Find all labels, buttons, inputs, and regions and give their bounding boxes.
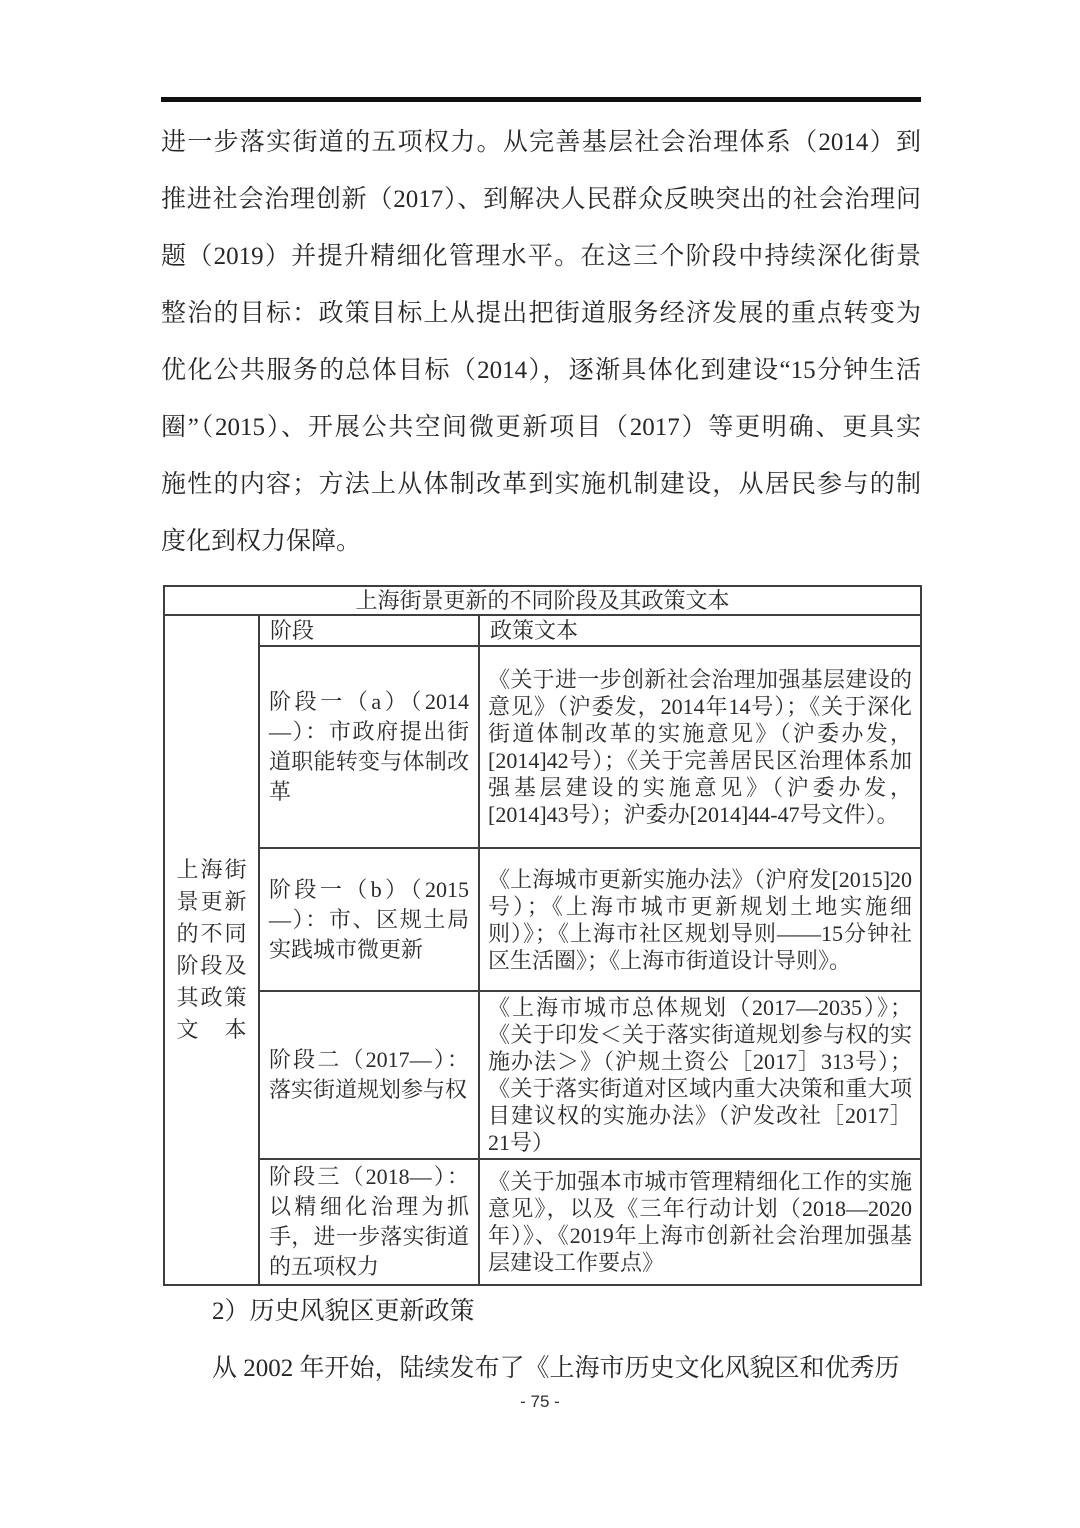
table-row (164, 646, 921, 848)
phase-cell: 阶段一（a）（2014—）：市政府提出街道职能转变与体制改革 (259, 646, 479, 848)
policy-cell: 《关于进一步创新社会治理加强基层建设的意见》（沪委发，2014年14号）；《关于深化街道体制改革的实施意见》（沪委办发，[2014]42号）；《关于完善居民区治理体系加强基层建设的实施意见》（沪委办发，[2014]43号）；沪委办[2014]44-47号文件）。 (479, 646, 921, 848)
paragraph-line: 进一步落实街道的五项权力。从完善基层社会治理体系（2014）到 (161, 129, 921, 156)
side-label-line: 阶段及 (176, 953, 247, 978)
side-label-line: 景更新 (176, 889, 247, 914)
table-row (164, 1159, 921, 1285)
table-side-label-cell (164, 615, 259, 1285)
policy-cell: 《上海市城市总体规划（2017—2035）》；《关于印发＜关于落实街道规划参与权的实施办法＞》（沪规土资公［2017］313号）；《关于落实街道对区域内重大决策和重大项目建议权的实施办法》（沪发改社［2017］21号） (479, 991, 921, 1159)
paragraph-line: 推进社会治理创新（2017）、到解决人民群众反映突出的社会治理问 (161, 186, 921, 213)
paragraph-line: 圈”（2015）、开展公共空间微更新项目（2017）等更明确、更具实 (161, 414, 921, 441)
side-label-line: 的不同 (176, 921, 247, 946)
paragraph-line: 题（2019）并提升精细化管理水平。在这三个阶段中持续深化街景 (161, 243, 921, 270)
side-label-line: 其政策 (176, 985, 247, 1010)
paragraph-line: 施性的内容；方法上从体制改革到实施机制建设，从居民参与的制 (161, 471, 921, 498)
body-paragraph (161, 114, 921, 570)
column-header-policy: 政策文本 (479, 615, 921, 646)
table-row (164, 848, 921, 991)
table-title-row (164, 586, 921, 615)
table-title: 上海街景更新的不同阶段及其政策文本 (164, 586, 921, 615)
policy-table-container (163, 585, 922, 1286)
section-paragraph-line: 从 2002 年开始，陆续发布了《上海市历史文化风貌区和优秀历 (212, 1355, 900, 1382)
column-header-phase: 阶段 (259, 615, 479, 646)
paragraph-line: 整治的目标：政策目标上从提出把街道服务经济发展的重点转变为 (161, 300, 921, 327)
phase-cell: 阶段一（b）（2015—）：市、区规土局实践城市微更新 (259, 848, 479, 991)
policy-cell: 《上海城市更新实施办法》（沪府发[2015]20号）；《上海市城市更新规划土地实施细则）》；《上海市社区规划导则——15分钟社区生活圈》；《上海市街道设计导则》。 (479, 848, 921, 991)
side-label-line: 文本 (176, 1017, 247, 1042)
table-side-label (177, 854, 247, 1046)
paragraph-line: 优化公共服务的总体目标（2014），逐渐具体化到建设“15分钟生活 (161, 357, 921, 384)
phase-cell: 阶段二（2017—）：落实街道规划参与权 (259, 991, 479, 1159)
side-label-line: 上海街 (176, 857, 247, 882)
section-heading: 2）历史风貌区更新政策 (212, 1298, 475, 1325)
page-number: - 75 - (520, 1392, 560, 1411)
table-header-row (164, 615, 921, 646)
paragraph-line: 度化到权力保障。 (161, 528, 362, 555)
table-row (164, 991, 921, 1159)
policy-table (163, 585, 922, 1286)
policy-cell: 《关于加强本市城市管理精细化工作的实施意见》，以及《三年行动计划（2018—2020年）》、《2019年上海市创新社会治理加强基层建设工作要点》 (479, 1159, 921, 1285)
phase-cell: 阶段三（2018—）：以精细化治理为抓手，进一步落实街道的五项权力 (259, 1159, 479, 1285)
page-header-rule (161, 97, 921, 102)
